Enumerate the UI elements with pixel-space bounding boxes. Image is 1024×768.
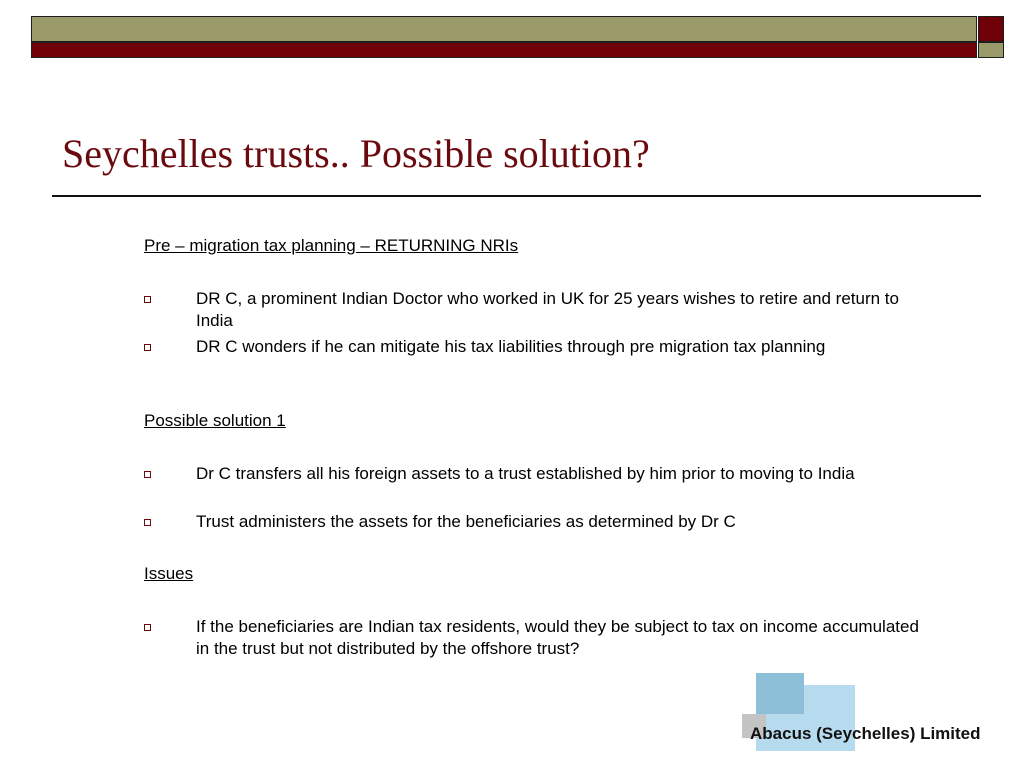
header-bar-olive (31, 16, 977, 42)
list-item-text: DR C wonders if he can mitigate his tax liabilities through pre migration tax planning (196, 337, 826, 356)
square-bullet-icon (144, 471, 151, 478)
logo-square-icon (756, 673, 804, 714)
slide-title: Seychelles trusts.. Possible solution? (62, 131, 650, 176)
square-bullet-icon (144, 296, 151, 303)
square-bullet-icon (144, 519, 151, 526)
list-item-text: Trust administers the assets for the beneficiaries as determined by Dr C (196, 512, 736, 531)
section-heading-pre-migration: Pre – migration tax planning – RETURNING NRIs (144, 236, 519, 255)
list-item-text: Dr C transfers all his foreign assets to a trust established by him prior to moving to India (196, 464, 855, 483)
section-heading-issues: Issues (144, 564, 194, 583)
title-divider (52, 195, 981, 197)
square-bullet-icon (144, 624, 151, 631)
section-heading-solution: Possible solution 1 (144, 411, 286, 430)
header-square-olive (978, 42, 1004, 58)
logo-company-name: Abacus (Seychelles) Limited (750, 724, 981, 743)
list-item-text: DR C, a prominent Indian Doctor who worked in UK for 25 years wishes to retire and return to India (196, 289, 899, 330)
header-square-maroon (978, 16, 1004, 42)
list-item-text: If the beneficiaries are Indian tax residents, would they be subject to tax on income accumulated in the trust but not distributed by the offshore trust? (196, 617, 919, 658)
header-bar-maroon (31, 42, 977, 58)
square-bullet-icon (144, 344, 151, 351)
